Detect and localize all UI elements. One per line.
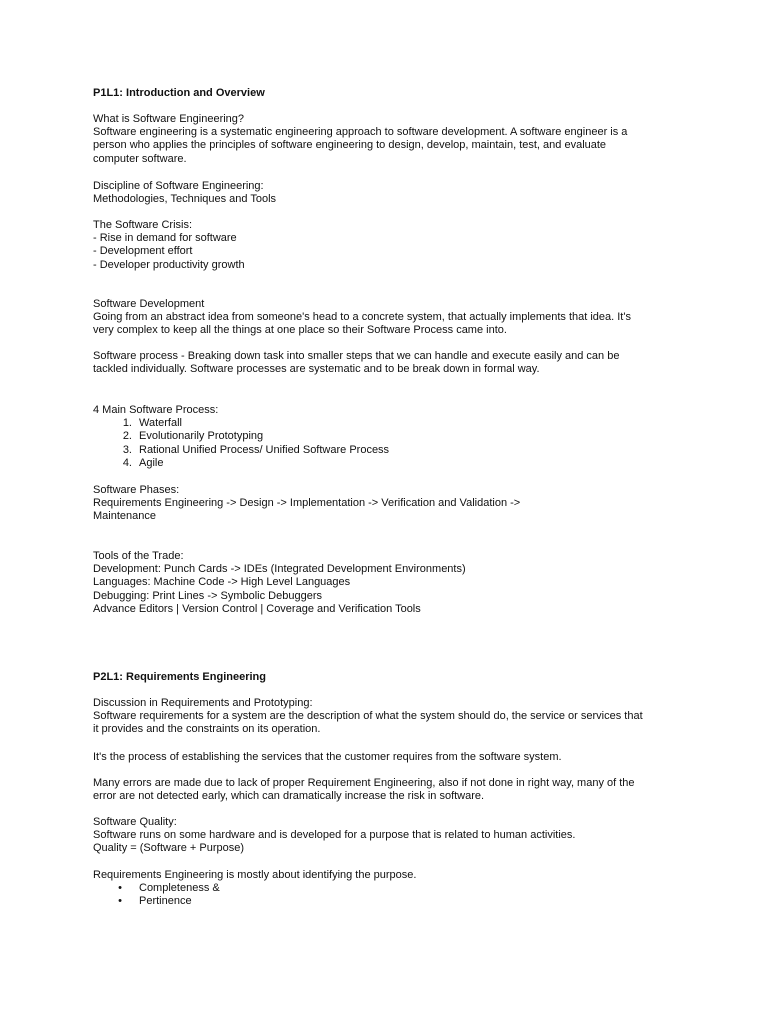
crisis-item-3: - Developer productivity growth: [93, 258, 245, 271]
discussion-paragraph: [93, 697, 693, 737]
bullet-icon: •: [118, 882, 122, 895]
development-line-2: very complex to keep all the things at one place so their Software Process came into.: [93, 324, 507, 337]
errors-line-2: error are not detected early, which can dramatically increase the risk in software.: [93, 790, 485, 803]
crisis-paragraph: [93, 219, 693, 272]
what-is-line-2: person who applies the principles of software engineering to design, develop, maintain, test, and evaluate: [93, 139, 607, 152]
list-item-text: Pertinence: [139, 895, 192, 908]
list-item: [93, 895, 693, 908]
crisis-item-1: - Rise in demand for software: [93, 232, 237, 245]
process-line-1: Software process - Breaking down task into smaller steps that we can handle and execute easily and can be: [93, 350, 620, 362]
identifying-title: Requirements Engineering is mostly about identifying the purpose.: [93, 869, 417, 881]
tools-line-4: Advance Editors | Version Control | Coverage and Verification Tools: [93, 602, 421, 615]
phases-paragraph: [93, 484, 693, 524]
list-item: [93, 457, 693, 470]
quality-line-2: Quality = (Software + Purpose): [93, 842, 245, 855]
tools-paragraph: [93, 550, 693, 616]
discussion-title: Discussion in Requirements and Prototyping:: [93, 697, 313, 709]
process-line-2: tackled individually. Software processes are systematic and to be break down in formal way.: [93, 363, 540, 376]
crisis-title: The Software Crisis:: [93, 219, 193, 231]
list-item-text: Evolutionarily Prototyping: [139, 430, 264, 443]
crisis-item-2: - Development effort: [93, 245, 193, 258]
list-item: [93, 417, 693, 430]
list-item: [93, 444, 693, 457]
tools-title: Tools of the Trade:: [93, 550, 184, 562]
phases-line-2: Maintenance: [93, 510, 156, 523]
list-item-text: Agile: [139, 456, 164, 469]
process-paragraph: [93, 350, 693, 376]
establishing-paragraph: [93, 751, 693, 764]
discussion-line-2: it provides and the constraints on its operation.: [93, 723, 321, 736]
main-processes-title: 4 Main Software Process:: [93, 404, 219, 416]
discipline-text: Methodologies, Techniques and Tools: [93, 193, 277, 206]
what-is-line-3: computer software.: [93, 152, 187, 165]
phases-line-1: Requirements Engineering -> Design -> Implementation -> Verification and Validation ->: [93, 497, 521, 510]
development-line-1: Going from an abstract idea from someone's head to a concrete system, that actually implements that idea. It's: [93, 311, 631, 324]
list-item-number: 4.: [122, 456, 132, 469]
discipline-title: Discipline of Software Engineering:: [93, 180, 264, 192]
errors-paragraph: [93, 777, 693, 803]
quality-paragraph: [93, 816, 693, 856]
section-heading-p2l1: P2L1: Requirements Engineering: [93, 671, 266, 683]
main-processes-paragraph: [93, 404, 693, 470]
what-is-line-1: Software engineering is a systematic engineering approach to software development. A software engineer is a: [93, 126, 628, 139]
section-heading-p1l1: P1L1: Introduction and Overview: [93, 87, 265, 99]
phases-title: Software Phases:: [93, 484, 180, 496]
list-item-text: Waterfall: [139, 417, 182, 430]
list-item-number: 1.: [122, 417, 132, 430]
tools-line-1: Development: Punch Cards -> IDEs (Integrated Development Environments): [93, 563, 466, 576]
what-is-paragraph: [93, 113, 693, 166]
tools-line-2: Languages: Machine Code -> High Level Languages: [93, 576, 351, 589]
development-paragraph: [93, 298, 693, 338]
list-item-text: Completeness &: [139, 882, 220, 895]
quality-line-1: Software runs on some hardware and is developed for a purpose that is related to human activities.: [93, 829, 576, 842]
list-item: [93, 882, 693, 895]
bullet-icon: •: [118, 895, 122, 908]
what-is-question: What is Software Engineering?: [93, 113, 245, 125]
quality-title: Software Quality:: [93, 816, 177, 828]
list-item-text: Rational Unified Process/ Unified Software Process: [139, 443, 390, 456]
identifying-paragraph: [93, 869, 693, 909]
establishing-text: It's the process of establishing the services that the customer requires from the software system.: [93, 751, 562, 763]
list-item: [93, 430, 693, 443]
discipline-paragraph: [93, 180, 693, 206]
development-title: Software Development: [93, 298, 205, 310]
list-item-number: 3.: [122, 443, 132, 456]
tools-line-3: Debugging: Print Lines -> Symbolic Debuggers: [93, 589, 322, 602]
identifying-list: [93, 882, 693, 908]
main-processes-list: [93, 417, 693, 470]
list-item-number: 2.: [122, 430, 132, 443]
errors-line-1: Many errors are made due to lack of proper Requirement Engineering, also if not done in right way, many of the: [93, 777, 635, 789]
discussion-line-1: Software requirements for a system are the description of what the system should do, the service or services that: [93, 710, 643, 723]
